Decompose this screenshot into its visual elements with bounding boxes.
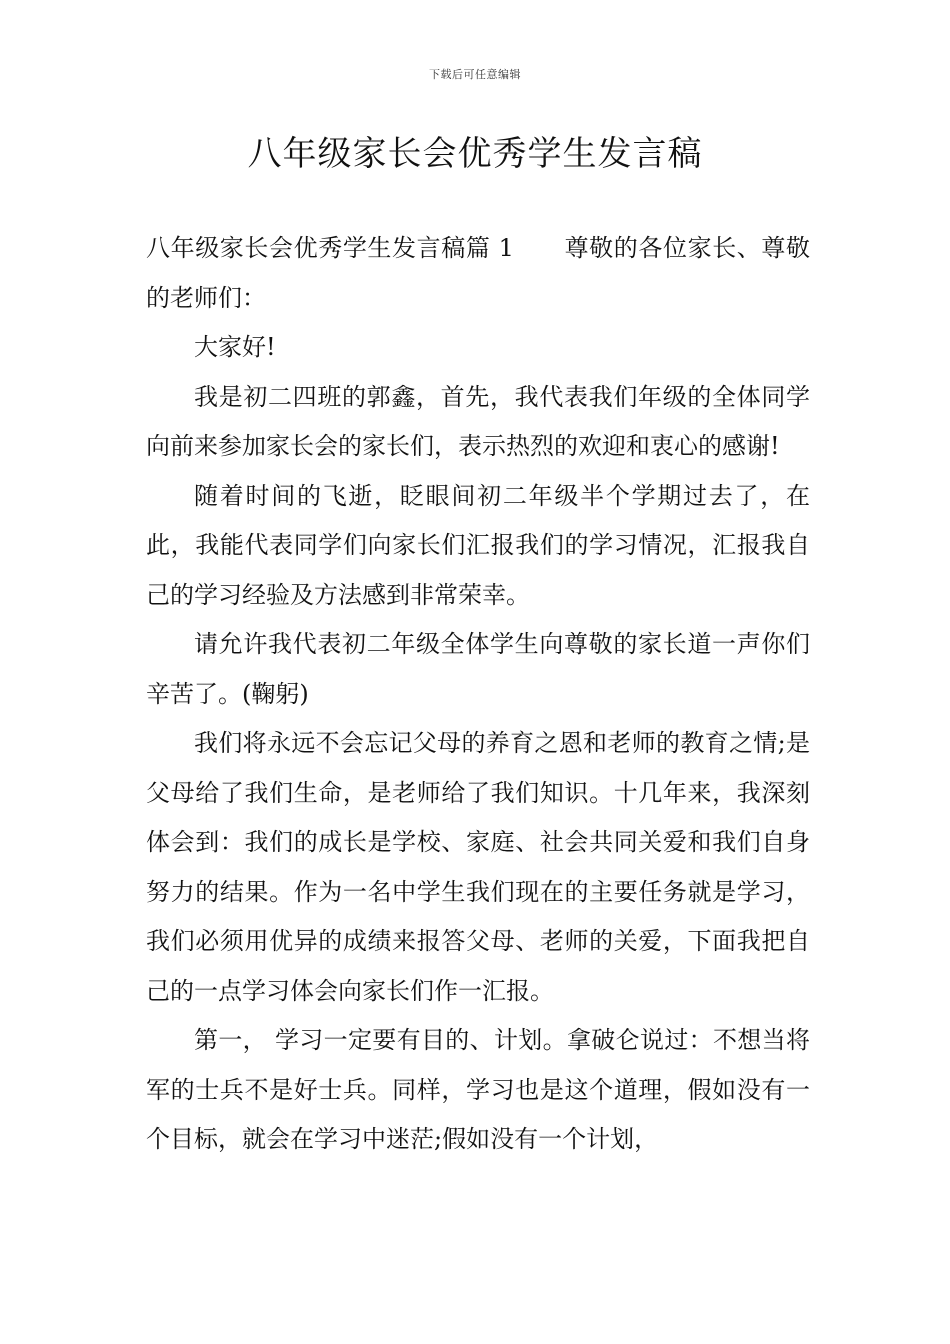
header-note: 下载后可任意编辑 <box>429 68 521 81</box>
speech-heading: 八年级家长会优秀学生发言稿篇 1 <box>146 234 514 262</box>
speech-heading-line <box>146 224 810 323</box>
paragraph-greeting: 大家好! <box>194 333 276 361</box>
paragraph-point-one: 第一， 学习一定要有目的、计划。拿破仑说过：不想当将军的士兵不是好士兵。同样，学习也是这个道理，假如没有一个目标，就会在学习中迷茫;假如没有一个计划， <box>146 1026 810 1153</box>
paragraph-introduction: 我是初二四班的郭鑫，首先，我代表我们年级的全体同学向前来参加家长会的家长们，表示热烈的欢迎和衷心的感谢! <box>146 382 810 460</box>
paragraph-thanks: 请允许我代表初二年级全体学生向尊敬的家长道一声你们辛苦了。(鞠躬) <box>146 630 810 708</box>
document-body <box>146 224 810 1165</box>
paragraph-gratitude: 我们将永远不会忘记父母的养育之恩和老师的教育之情;是父母给了我们生命，是老师给了我们知识。十几年来，我深刻体会到：我们的成长是学校、家庭、社会共同关爱和我们自身努力的结果。作为一名中学生我们现在的主要任务就是学习，我们必须用优异的成绩来报答父母、老师的关爱，下面我把自己的一点学习体会向家长们作一汇报。 <box>146 729 810 1005</box>
salutation: 尊敬的各位家长、尊敬的老师们： <box>146 234 811 312</box>
paragraph-time-passing: 随着时间的飞逝，眨眼间初二年级半个学期过去了，在此，我能代表同学们向家长们汇报我们的学习情况，汇报我自己的学习经验及方法感到非常荣幸。 <box>146 481 810 609</box>
document-title: 八年级家长会优秀学生发言稿 <box>247 134 703 174</box>
